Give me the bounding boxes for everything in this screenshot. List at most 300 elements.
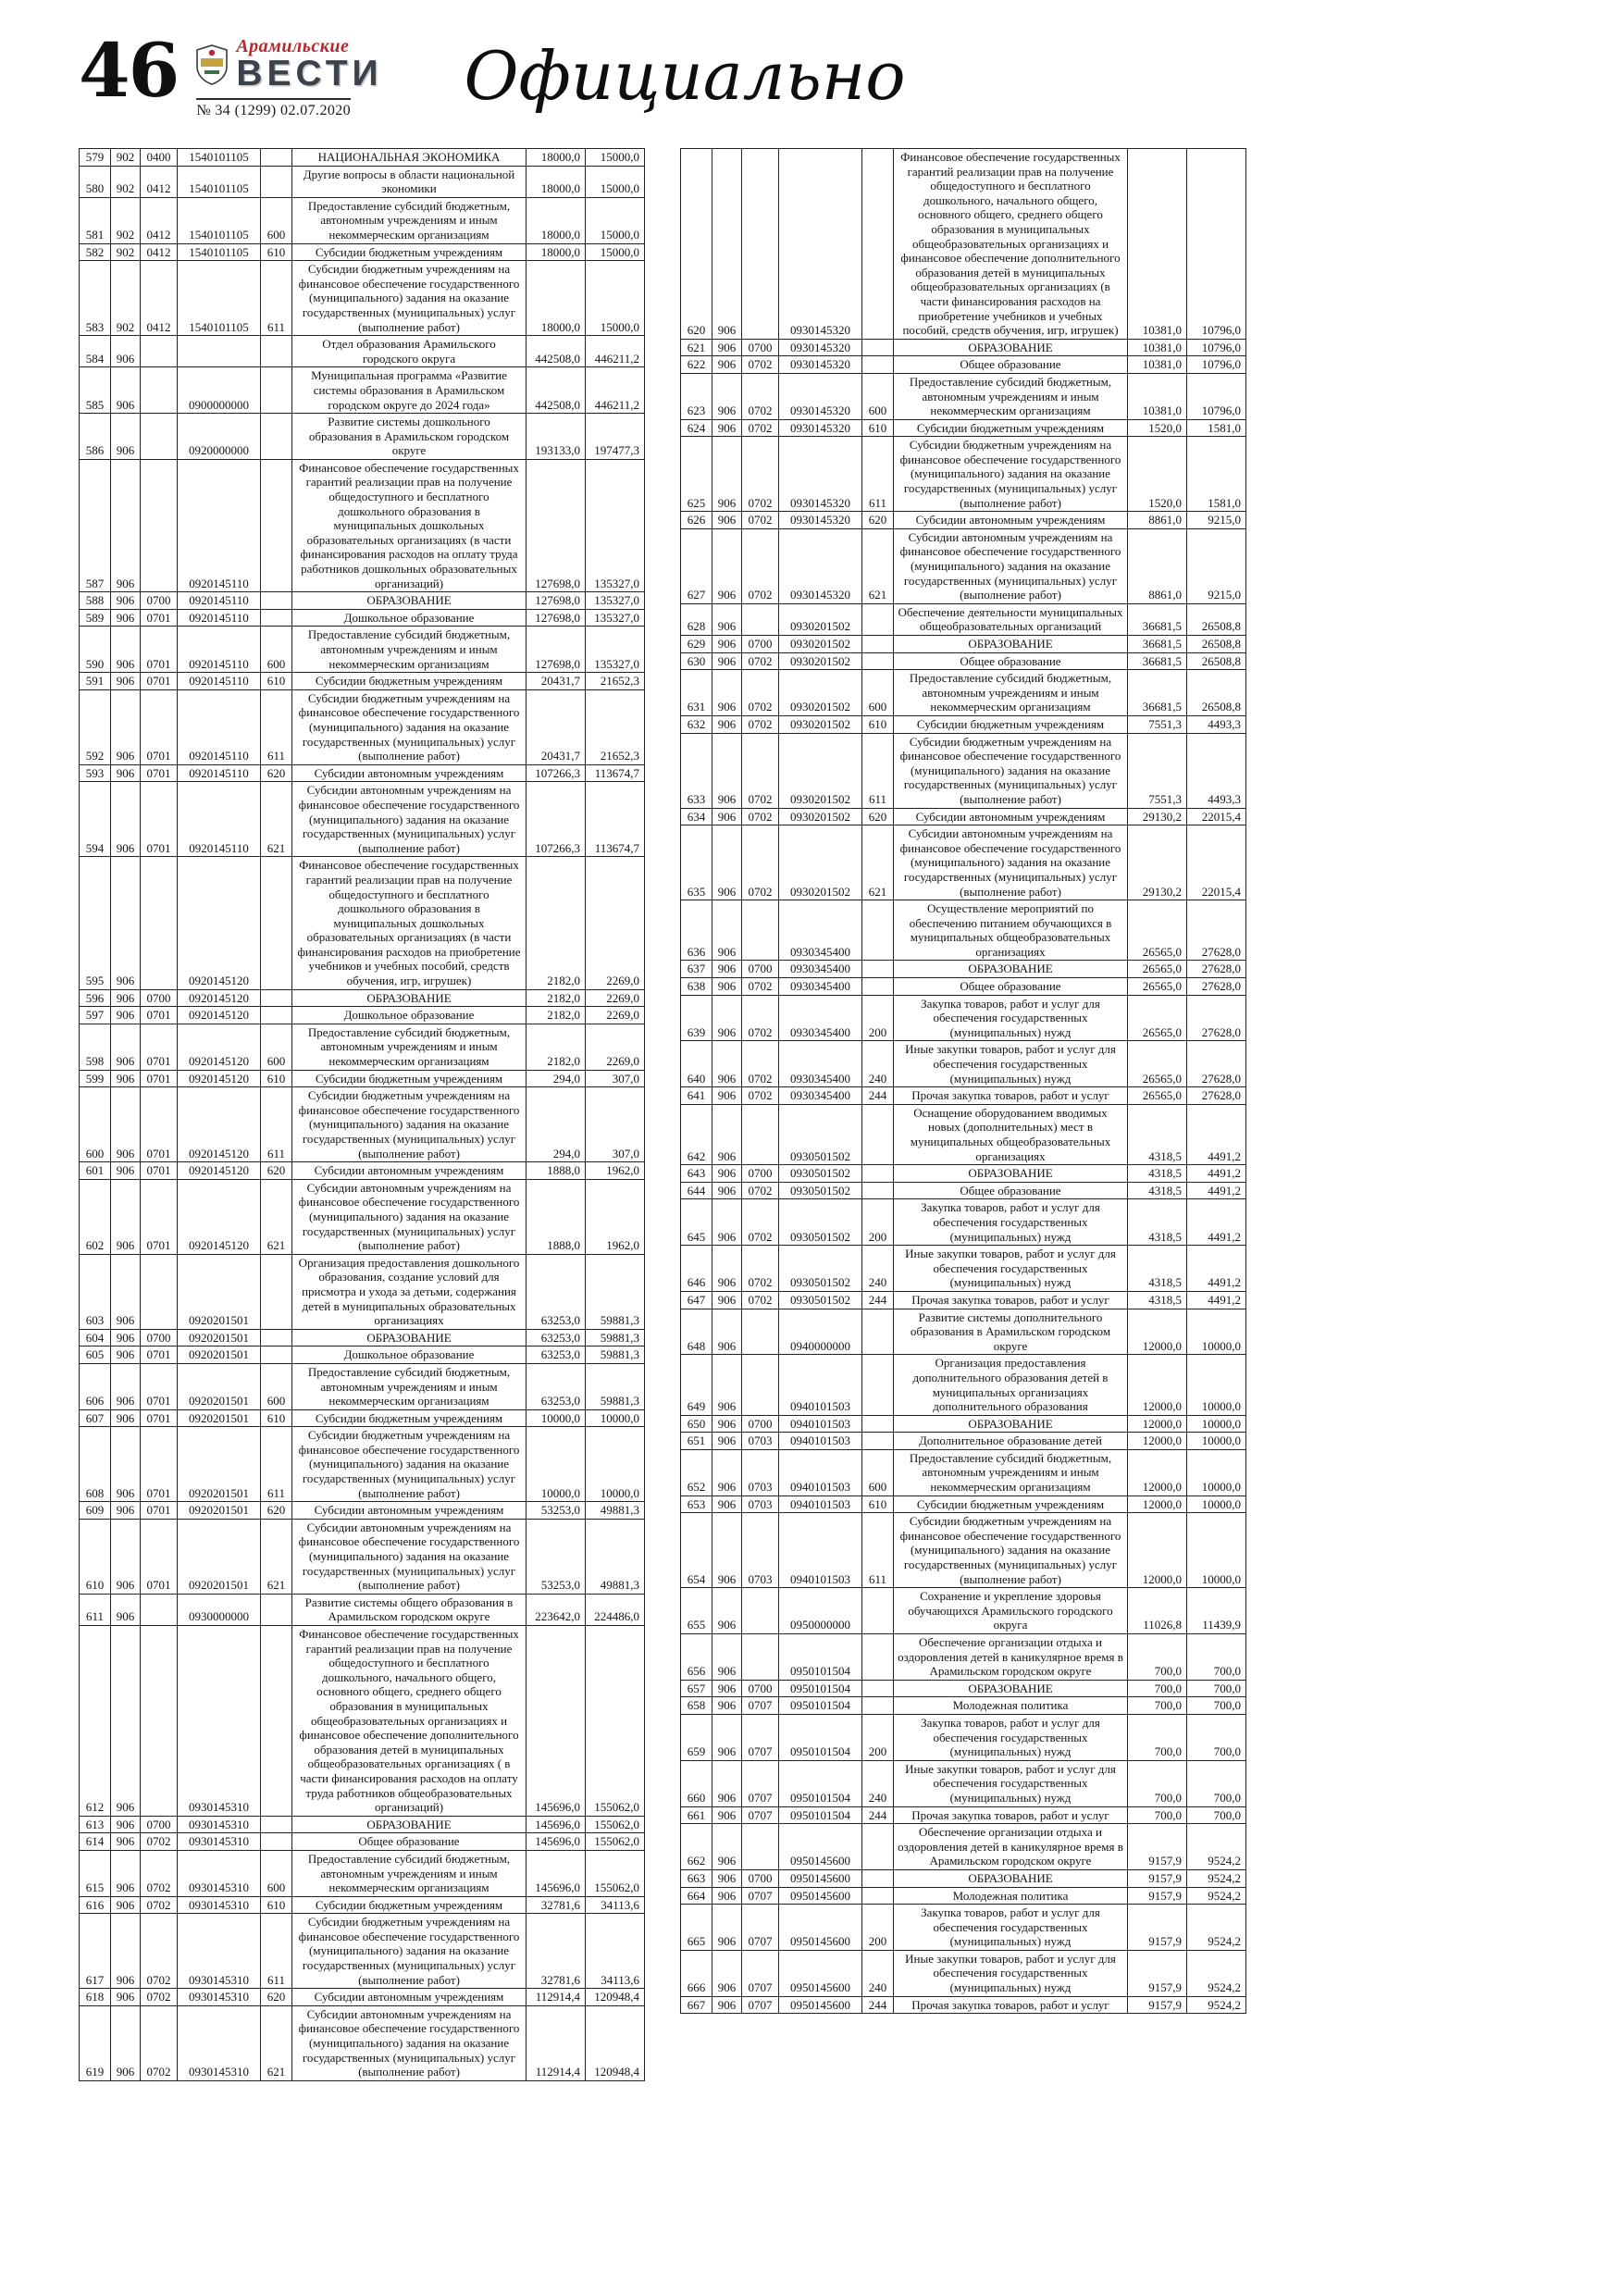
amount-col2-cell: 700,0 <box>1187 1634 1246 1681</box>
amount-col1-cell: 2182,0 <box>527 857 586 989</box>
table-row <box>681 961 1246 978</box>
expense-name-cell: Молодежная политика <box>894 1887 1128 1905</box>
grbs-code-cell: 906 <box>712 356 742 374</box>
expense-name-cell: Предоставление субсидий бюджетным, автономным учреждениям и иным некоммерческим организациям <box>292 1363 527 1409</box>
table-row <box>80 782 645 857</box>
section-code-cell: 0707 <box>742 1887 779 1905</box>
expense-type-cell: 611 <box>261 1427 292 1502</box>
amount-col2-cell: 26508,8 <box>1187 652 1246 670</box>
expense-type-cell: 611 <box>261 261 292 336</box>
section-code-cell: 0702 <box>742 356 779 374</box>
section-code-cell: 0702 <box>742 715 779 733</box>
amount-col1-cell: 12000,0 <box>1128 1449 1187 1496</box>
section-code-cell: 0702 <box>742 1182 779 1199</box>
expense-name-cell: ОБРАЗОВАНИЕ <box>292 989 527 1007</box>
expense-name-cell: Субсидии автономным учреждениям на финансовое обеспечение государственного (муниципального) задания на оказание государственных (муниципальных) услуг (выполнение работ) <box>292 2005 527 2080</box>
expense-type-cell <box>261 592 292 610</box>
amount-col2-cell: 10796,0 <box>1187 356 1246 374</box>
amount-col2-cell: 10000,0 <box>1187 1513 1246 1588</box>
expense-name-cell: Субсидии бюджетным учреждениям <box>292 1409 527 1427</box>
section-code-cell: 0702 <box>742 733 779 808</box>
amount-col1-cell: 12000,0 <box>1128 1309 1187 1355</box>
amount-col1-cell: 145696,0 <box>527 1850 586 1896</box>
table-row <box>681 825 1246 900</box>
expense-name-cell: Отдел образования Арамильского городского округа <box>292 336 527 367</box>
expense-type-cell: 240 <box>862 1760 894 1806</box>
row-number-cell: 645 <box>681 1199 712 1246</box>
expense-name-cell: Прочая закупка товаров, работ и услуг <box>894 1087 1128 1105</box>
table-row <box>80 243 645 261</box>
grbs-code-cell: 906 <box>111 414 141 460</box>
section-code-cell: 0703 <box>742 1449 779 1496</box>
row-number-cell: 603 <box>80 1254 111 1329</box>
expense-name-cell: Муниципальная программа «Развитие системы образования в Арамильском городском округе до 2024 года» <box>292 367 527 414</box>
grbs-code-cell: 906 <box>712 1104 742 1164</box>
target-article-cell: 0950145600 <box>779 1869 862 1887</box>
expense-type-cell <box>261 1833 292 1851</box>
grbs-code-cell: 906 <box>712 1433 742 1450</box>
target-article-cell: 0920000000 <box>178 414 261 460</box>
grbs-code-cell: 906 <box>111 336 141 367</box>
grbs-code-cell: 906 <box>712 149 742 340</box>
expense-name-cell: Общее образование <box>894 356 1128 374</box>
section-heading: Официально <box>464 37 906 115</box>
section-code-cell: 0702 <box>742 825 779 900</box>
amount-col1-cell: 18000,0 <box>527 166 586 197</box>
grbs-code-cell: 906 <box>111 609 141 627</box>
row-number-cell: 650 <box>681 1415 712 1433</box>
target-article-cell: 0930201502 <box>779 670 862 716</box>
row-number-cell: 593 <box>80 764 111 782</box>
row-number-cell: 608 <box>80 1427 111 1502</box>
expense-name-cell: Оснащение оборудованием вводимых новых (дополнительных) мест в муниципальных общеобразовательных организациях <box>894 1104 1128 1164</box>
amount-col2-cell: 10000,0 <box>1187 1496 1246 1513</box>
expense-type-cell <box>862 652 894 670</box>
target-article-cell: 0940000000 <box>779 1309 862 1355</box>
table-row <box>80 1833 645 1851</box>
table-row <box>80 764 645 782</box>
grbs-code-cell: 906 <box>712 1246 742 1292</box>
target-article-cell: 0940101503 <box>779 1433 862 1450</box>
expense-type-cell <box>862 1634 894 1681</box>
amount-col2-cell: 9524,2 <box>1187 1905 1246 1951</box>
budget-table-right-body <box>681 149 1246 2014</box>
section-code-cell: 0412 <box>141 261 178 336</box>
grbs-code-cell: 906 <box>712 1887 742 1905</box>
amount-col2-cell: 2269,0 <box>586 857 645 989</box>
grbs-code-cell: 906 <box>111 1989 141 2006</box>
section-code-cell: 0702 <box>742 995 779 1041</box>
amount-col1-cell: 4318,5 <box>1128 1246 1187 1292</box>
expense-name-cell: Развитие системы общего образования в Арамильском городском округе <box>292 1594 527 1625</box>
section-code-cell: 0701 <box>141 1347 178 1364</box>
row-number-cell: 652 <box>681 1449 712 1496</box>
target-article-cell: 0930145310 <box>178 1626 261 1817</box>
amount-col2-cell: 9524,2 <box>1187 1950 1246 1996</box>
section-code-cell <box>141 857 178 989</box>
expense-name-cell: Развитие системы дополнительного образования в Арамильском городском округе <box>894 1309 1128 1355</box>
expense-name-cell: Субсидии бюджетным учреждениям <box>894 419 1128 437</box>
amount-col1-cell: 442508,0 <box>527 336 586 367</box>
target-article-cell: 0950101504 <box>779 1760 862 1806</box>
amount-col2-cell: 27628,0 <box>1187 978 1246 996</box>
expense-name-cell: Субсидии бюджетным учреждениям на финансовое обеспечение государственного (муниципального) задания на оказание государственных (муниципальных) услуг (выполнение работ) <box>292 1087 527 1162</box>
expense-name-cell: Закупка товаров, работ и услуг для обеспечения государственных (муниципальных) нужд <box>894 1905 1128 1951</box>
table-row <box>80 1989 645 2006</box>
row-number-cell: 663 <box>681 1869 712 1887</box>
amount-col2-cell: 4491,2 <box>1187 1182 1246 1199</box>
expense-type-cell: 610 <box>261 673 292 690</box>
grbs-code-cell: 906 <box>111 1833 141 1851</box>
expense-type-cell <box>261 367 292 414</box>
expense-name-cell: Субсидии бюджетным учреждениям <box>894 1496 1128 1513</box>
section-code-cell: 0400 <box>141 149 178 167</box>
expense-type-cell <box>862 1309 894 1355</box>
amount-col1-cell: 10381,0 <box>1128 356 1187 374</box>
row-number-cell: 607 <box>80 1409 111 1427</box>
expense-name-cell: ОБРАЗОВАНИЕ <box>292 1816 527 1833</box>
grbs-code-cell: 906 <box>712 1087 742 1105</box>
expense-type-cell: 621 <box>261 782 292 857</box>
expense-name-cell: Субсидии бюджетным учреждениям на финансовое обеспечение государственного (муниципального) задания на оказание государственных (муниципальных) услуг (выполнение работ) <box>292 1427 527 1502</box>
grbs-code-cell: 906 <box>111 1363 141 1409</box>
target-article-cell: 0920145110 <box>178 592 261 610</box>
section-code-cell <box>742 1355 779 1415</box>
table-row <box>681 1182 1246 1199</box>
section-code-cell: 0702 <box>742 1041 779 1087</box>
expense-type-cell: 611 <box>261 689 292 764</box>
amount-col2-cell: 27628,0 <box>1187 1041 1246 1087</box>
section-code-cell: 0702 <box>742 978 779 996</box>
table-row <box>80 857 645 989</box>
grbs-code-cell: 906 <box>111 673 141 690</box>
amount-col1-cell: 53253,0 <box>527 1502 586 1520</box>
grbs-code-cell: 906 <box>712 528 742 603</box>
section-code-cell: 0700 <box>742 1869 779 1887</box>
amount-col1-cell: 18000,0 <box>527 149 586 167</box>
amount-col1-cell: 63253,0 <box>527 1363 586 1409</box>
grbs-code-cell: 906 <box>111 1254 141 1329</box>
table-row <box>80 627 645 673</box>
amount-col2-cell: 27628,0 <box>1187 961 1246 978</box>
grbs-code-cell: 906 <box>712 1182 742 1199</box>
row-number-cell: 649 <box>681 1355 712 1415</box>
grbs-code-cell: 906 <box>712 733 742 808</box>
section-code-cell: 0701 <box>141 1409 178 1427</box>
amount-col2-cell: 15000,0 <box>586 261 645 336</box>
row-number-cell: 633 <box>681 733 712 808</box>
expense-name-cell: НАЦИОНАЛЬНАЯ ЭКОНОМИКА <box>292 149 527 167</box>
grbs-code-cell: 902 <box>111 261 141 336</box>
table-row <box>681 995 1246 1041</box>
grbs-code-cell: 906 <box>111 2005 141 2080</box>
expense-name-cell: ОБРАЗОВАНИЕ <box>894 339 1128 356</box>
grbs-code-cell: 906 <box>712 978 742 996</box>
expense-name-cell: Субсидии бюджетным учреждениям на финансовое обеспечение государственного (муниципального) задания на оказание государственных (муниципальных) услуг (выполнение работ) <box>894 1513 1128 1588</box>
table-row <box>80 1363 645 1409</box>
grbs-code-cell: 906 <box>111 764 141 782</box>
target-article-cell: 0930000000 <box>178 1594 261 1625</box>
table-row <box>681 512 1246 529</box>
amount-col2-cell: 446211,2 <box>586 367 645 414</box>
target-article-cell: 0940101503 <box>779 1513 862 1588</box>
table-row <box>681 1104 1246 1164</box>
row-number-cell: 619 <box>80 2005 111 2080</box>
amount-col2-cell: 135327,0 <box>586 592 645 610</box>
target-article-cell: 0920201501 <box>178 1329 261 1347</box>
section-code-cell: 0702 <box>742 652 779 670</box>
section-code-cell: 0700 <box>141 989 178 1007</box>
section-code-cell: 0701 <box>141 627 178 673</box>
amount-col1-cell: 26565,0 <box>1128 900 1187 961</box>
amount-col1-cell: 9157,9 <box>1128 1905 1187 1951</box>
grbs-code-cell: 906 <box>712 1824 742 1870</box>
amount-col2-cell: 49881,3 <box>586 1502 645 1520</box>
target-article-cell: 0930145310 <box>178 2005 261 2080</box>
target-article-cell: 0930145320 <box>779 356 862 374</box>
expense-name-cell: Субсидии бюджетным учреждениям на финансовое обеспечение государственного (муниципального) задания на оказание государственных (муниципальных) услуг (выполнение работ) <box>894 437 1128 512</box>
table-row <box>681 356 1246 374</box>
target-article-cell: 0920201501 <box>178 1502 261 1520</box>
table-row <box>681 1513 1246 1588</box>
amount-col2-cell: 4491,2 <box>1187 1291 1246 1309</box>
expense-type-cell <box>261 1816 292 1833</box>
row-number-cell: 583 <box>80 261 111 336</box>
expense-name-cell: Закупка товаров, работ и услуг для обеспечения государственных (муниципальных) нужд <box>894 1714 1128 1760</box>
target-article-cell: 0950145600 <box>779 1950 862 1996</box>
amount-col2-cell: 155062,0 <box>586 1850 645 1896</box>
amount-col2-cell: 224486,0 <box>586 1594 645 1625</box>
table-row <box>681 1291 1246 1309</box>
target-article-cell: 0920145120 <box>178 1162 261 1180</box>
table-row <box>681 1449 1246 1496</box>
amount-col2-cell: 1581,0 <box>1187 437 1246 512</box>
amount-col2-cell: 4491,2 <box>1187 1246 1246 1292</box>
expense-type-cell <box>261 1594 292 1625</box>
amount-col1-cell: 12000,0 <box>1128 1496 1187 1513</box>
table-row <box>681 1680 1246 1697</box>
target-article-cell: 0930145310 <box>178 1896 261 1914</box>
section-code-cell: 0700 <box>742 1680 779 1697</box>
row-number-cell: 609 <box>80 1502 111 1520</box>
expense-type-cell: 610 <box>862 715 894 733</box>
section-code-cell <box>141 1626 178 1817</box>
section-code-cell: 0702 <box>742 373 779 419</box>
amount-col2-cell: 21652,3 <box>586 673 645 690</box>
expense-type-cell: 621 <box>261 1519 292 1594</box>
table-row <box>80 1070 645 1087</box>
section-code-cell: 0412 <box>141 243 178 261</box>
target-article-cell: 0920201501 <box>178 1409 261 1427</box>
amount-col1-cell: 4318,5 <box>1128 1165 1187 1183</box>
row-number-cell: 646 <box>681 1246 712 1292</box>
amount-col2-cell: 26508,8 <box>1187 603 1246 635</box>
row-number-cell: 594 <box>80 782 111 857</box>
expense-name-cell: Субсидии автономным учреждениям на финансовое обеспечение государственного (муниципального) задания на оказание государственных (муниципальных) услуг (выполнение работ) <box>292 1519 527 1594</box>
section-code-cell <box>742 149 779 340</box>
amount-col1-cell: 12000,0 <box>1128 1433 1187 1450</box>
amount-col2-cell: 10796,0 <box>1187 149 1246 340</box>
expense-name-cell: Субсидии бюджетным учреждениям <box>292 1896 527 1914</box>
section-code-cell <box>742 1309 779 1355</box>
table-row <box>80 1162 645 1180</box>
row-number-cell: 592 <box>80 689 111 764</box>
expense-type-cell: 240 <box>862 1950 894 1996</box>
section-code-cell: 0701 <box>141 1162 178 1180</box>
row-number-cell: 591 <box>80 673 111 690</box>
row-number-cell: 632 <box>681 715 712 733</box>
target-article-cell: 0930345400 <box>779 978 862 996</box>
target-article-cell <box>178 336 261 367</box>
grbs-code-cell: 906 <box>712 1199 742 1246</box>
table-row <box>681 636 1246 653</box>
amount-col1-cell: 193133,0 <box>527 414 586 460</box>
amount-col1-cell: 4318,5 <box>1128 1182 1187 1199</box>
section-code-cell <box>141 336 178 367</box>
section-code-cell: 0707 <box>742 1760 779 1806</box>
table-row <box>681 652 1246 670</box>
table-row <box>80 2005 645 2080</box>
expense-type-cell: 244 <box>862 1291 894 1309</box>
amount-col2-cell: 10796,0 <box>1187 339 1246 356</box>
amount-col1-cell: 1520,0 <box>1128 437 1187 512</box>
grbs-code-cell: 906 <box>111 1896 141 1914</box>
amount-col2-cell: 10000,0 <box>586 1427 645 1502</box>
section-code-cell: 0700 <box>141 592 178 610</box>
amount-col1-cell: 1888,0 <box>527 1162 586 1180</box>
table-row <box>80 1254 645 1329</box>
row-number-cell: 639 <box>681 995 712 1041</box>
table-row <box>681 1634 1246 1681</box>
expense-type-cell: 244 <box>862 1996 894 2014</box>
amount-col1-cell: 7551,3 <box>1128 715 1187 733</box>
row-number-cell: 579 <box>80 149 111 167</box>
amount-col1-cell: 10000,0 <box>527 1427 586 1502</box>
row-number-cell: 599 <box>80 1070 111 1087</box>
row-number-cell: 584 <box>80 336 111 367</box>
section-code-cell: 0702 <box>742 512 779 529</box>
amount-col2-cell: 135327,0 <box>586 627 645 673</box>
target-article-cell: 0930201502 <box>779 636 862 653</box>
amount-col1-cell: 112914,4 <box>527 1989 586 2006</box>
expense-type-cell: 610 <box>862 419 894 437</box>
expense-name-cell: Молодежная политика <box>894 1697 1128 1715</box>
amount-col2-cell: 10000,0 <box>1187 1415 1246 1433</box>
section-code-cell: 0701 <box>141 1087 178 1162</box>
amount-col1-cell: 26565,0 <box>1128 961 1187 978</box>
grbs-code-cell: 906 <box>111 782 141 857</box>
expense-name-cell: Субсидии автономным учреждениям <box>894 808 1128 825</box>
amount-col1-cell: 294,0 <box>527 1087 586 1162</box>
expense-name-cell: ОБРАЗОВАНИЕ <box>894 1680 1128 1697</box>
expense-type-cell: 611 <box>862 1513 894 1588</box>
target-article-cell: 0930501502 <box>779 1291 862 1309</box>
section-code-cell: 0412 <box>141 197 178 243</box>
budget-table-area <box>79 148 1246 2081</box>
amount-col1-cell: 53253,0 <box>527 1519 586 1594</box>
expense-type-cell: 600 <box>261 197 292 243</box>
amount-col2-cell: 2269,0 <box>586 989 645 1007</box>
amount-col1-cell: 36681,5 <box>1128 670 1187 716</box>
grbs-code-cell: 906 <box>111 1179 141 1254</box>
table-row <box>681 1950 1246 1996</box>
table-row <box>681 1199 1246 1246</box>
expense-name-cell: Предоставление субсидий бюджетным, автономным учреждениям и иным некоммерческим организациям <box>894 1449 1128 1496</box>
row-number-cell: 628 <box>681 603 712 635</box>
expense-name-cell: Субсидии бюджетным учреждениям <box>292 673 527 690</box>
amount-col1-cell: 700,0 <box>1128 1806 1187 1824</box>
amount-col1-cell: 32781,6 <box>527 1896 586 1914</box>
row-number-cell: 612 <box>80 1626 111 1817</box>
amount-col1-cell: 127698,0 <box>527 627 586 673</box>
grbs-code-cell: 906 <box>111 592 141 610</box>
amount-col2-cell: 26508,8 <box>1187 636 1246 653</box>
table-row <box>681 978 1246 996</box>
expense-type-cell: 620 <box>862 808 894 825</box>
target-article-cell: 0930345400 <box>779 961 862 978</box>
amount-col2-cell: 307,0 <box>586 1070 645 1087</box>
grbs-code-cell: 906 <box>712 1680 742 1697</box>
amount-col1-cell: 29130,2 <box>1128 808 1187 825</box>
section-code-cell: 0702 <box>141 1914 178 1989</box>
amount-col2-cell: 2269,0 <box>586 1024 645 1070</box>
amount-col2-cell: 135327,0 <box>586 609 645 627</box>
amount-col1-cell: 223642,0 <box>527 1594 586 1625</box>
target-article-cell: 0930145320 <box>779 437 862 512</box>
grbs-code-cell: 906 <box>712 603 742 635</box>
expense-type-cell: 600 <box>261 1850 292 1896</box>
table-row <box>80 1850 645 1896</box>
amount-col2-cell: 1962,0 <box>586 1162 645 1180</box>
amount-col1-cell: 10381,0 <box>1128 373 1187 419</box>
amount-col2-cell: 21652,3 <box>586 689 645 764</box>
amount-col1-cell: 26565,0 <box>1128 1087 1187 1105</box>
amount-col2-cell: 2269,0 <box>586 1007 645 1024</box>
target-article-cell: 0930145320 <box>779 419 862 437</box>
expense-name-cell: Субсидии автономным учреждениям <box>894 512 1128 529</box>
table-row <box>80 1329 645 1347</box>
table-row <box>681 603 1246 635</box>
expense-type-cell <box>261 1626 292 1817</box>
section-code-cell: 0701 <box>141 689 178 764</box>
target-article-cell: 0920145110 <box>178 673 261 690</box>
expense-name-cell: Предоставление субсидий бюджетным, автономным учреждениям и иным некоммерческим организациям <box>292 1850 527 1896</box>
row-number-cell: 615 <box>80 1850 111 1896</box>
amount-col2-cell: 10000,0 <box>1187 1433 1246 1450</box>
expense-type-cell: 611 <box>261 1087 292 1162</box>
amount-col2-cell: 15000,0 <box>586 243 645 261</box>
section-code-cell: 0700 <box>141 1816 178 1833</box>
amount-col1-cell: 107266,3 <box>527 764 586 782</box>
grbs-code-cell: 906 <box>712 1588 742 1634</box>
table-row <box>80 149 645 167</box>
grbs-code-cell: 906 <box>712 808 742 825</box>
expense-name-cell: Предоставление субсидий бюджетным, автономным учреждениям и иным некоммерческим организациям <box>292 627 527 673</box>
amount-col1-cell: 294,0 <box>527 1070 586 1087</box>
expense-type-cell <box>862 961 894 978</box>
section-code-cell <box>141 1594 178 1625</box>
row-number-cell: 660 <box>681 1760 712 1806</box>
expense-type-cell <box>862 900 894 961</box>
expense-type-cell <box>862 1697 894 1715</box>
target-article-cell: 0930145320 <box>779 528 862 603</box>
amount-col2-cell: 700,0 <box>1187 1806 1246 1824</box>
amount-col2-cell: 49881,3 <box>586 1519 645 1594</box>
row-number-cell: 601 <box>80 1162 111 1180</box>
expense-name-cell: Субсидии бюджетным учреждениям на финансовое обеспечение государственного (муниципального) задания на оказание государственных (муниципальных) услуг (выполнение работ) <box>292 261 527 336</box>
amount-col1-cell: 18000,0 <box>527 197 586 243</box>
target-article-cell: 1540101105 <box>178 197 261 243</box>
